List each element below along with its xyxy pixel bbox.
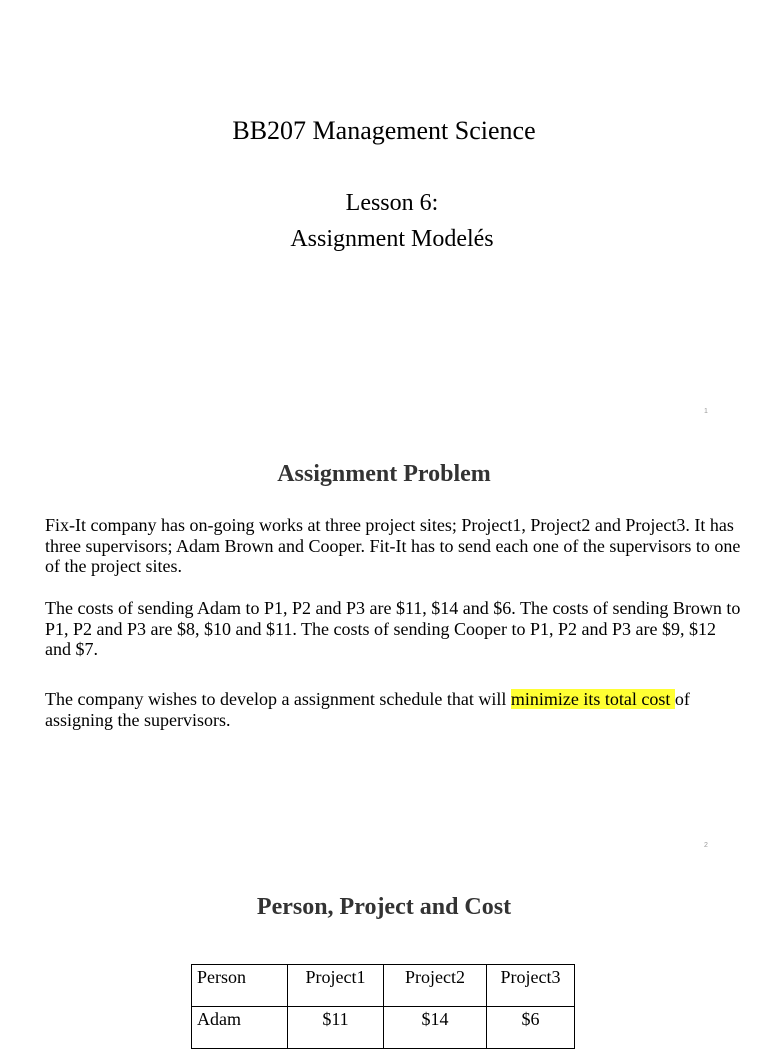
lesson-number: Lesson 6: (345, 190, 439, 216)
paragraph-text: of assigning the supervisors. (45, 689, 690, 730)
table-header-cell: Project2 (384, 965, 487, 1007)
table-header-row (192, 965, 575, 1007)
highlighted-text: minimize its total cost (510, 689, 675, 709)
slide-1 (0, 0, 768, 434)
slide-2 (0, 434, 768, 868)
table-header-cell: Project3 (487, 965, 575, 1007)
table-cell: $11 (288, 1007, 384, 1049)
table-row (192, 1007, 575, 1049)
table-header-cell: Person (192, 965, 288, 1007)
page-number: 1 (704, 408, 708, 415)
slide-heading: Assignment Problem (277, 461, 491, 487)
cost-table (191, 964, 575, 1049)
page-number: 2 (704, 842, 708, 849)
problem-paragraph-1: Fix-It company has on-going works at three project sites; Project1, Project2 and Project3. It has three supervisors; Adam Brown and Cooper. Fit-It has to send each one of the supervisors to one of the project sites. (45, 515, 741, 577)
slide-3 (0, 868, 768, 1029)
table-cell: $14 (384, 1007, 487, 1049)
table-cell: $6 (487, 1007, 575, 1049)
lesson-title: Assignment Modelés (290, 226, 494, 252)
slide-heading: Person, Project and Cost (256, 894, 512, 920)
problem-paragraph-2: The costs of sending Adam to P1, P2 and P3 are $11, $14 and $6. The costs of sending Brown to P1, P2 and P3 are $8, $10 and $11. The costs of sending Cooper to P1, P2 and P3 are $9, $12 and $7. (45, 598, 741, 660)
course-title: BB207 Management Science (232, 116, 536, 145)
problem-paragraph-3 (45, 689, 745, 730)
table-header-cell: Project1 (288, 965, 384, 1007)
paragraph-text: The company wishes to develop a assignment schedule that will (45, 689, 511, 709)
table-cell: Adam (192, 1007, 288, 1049)
